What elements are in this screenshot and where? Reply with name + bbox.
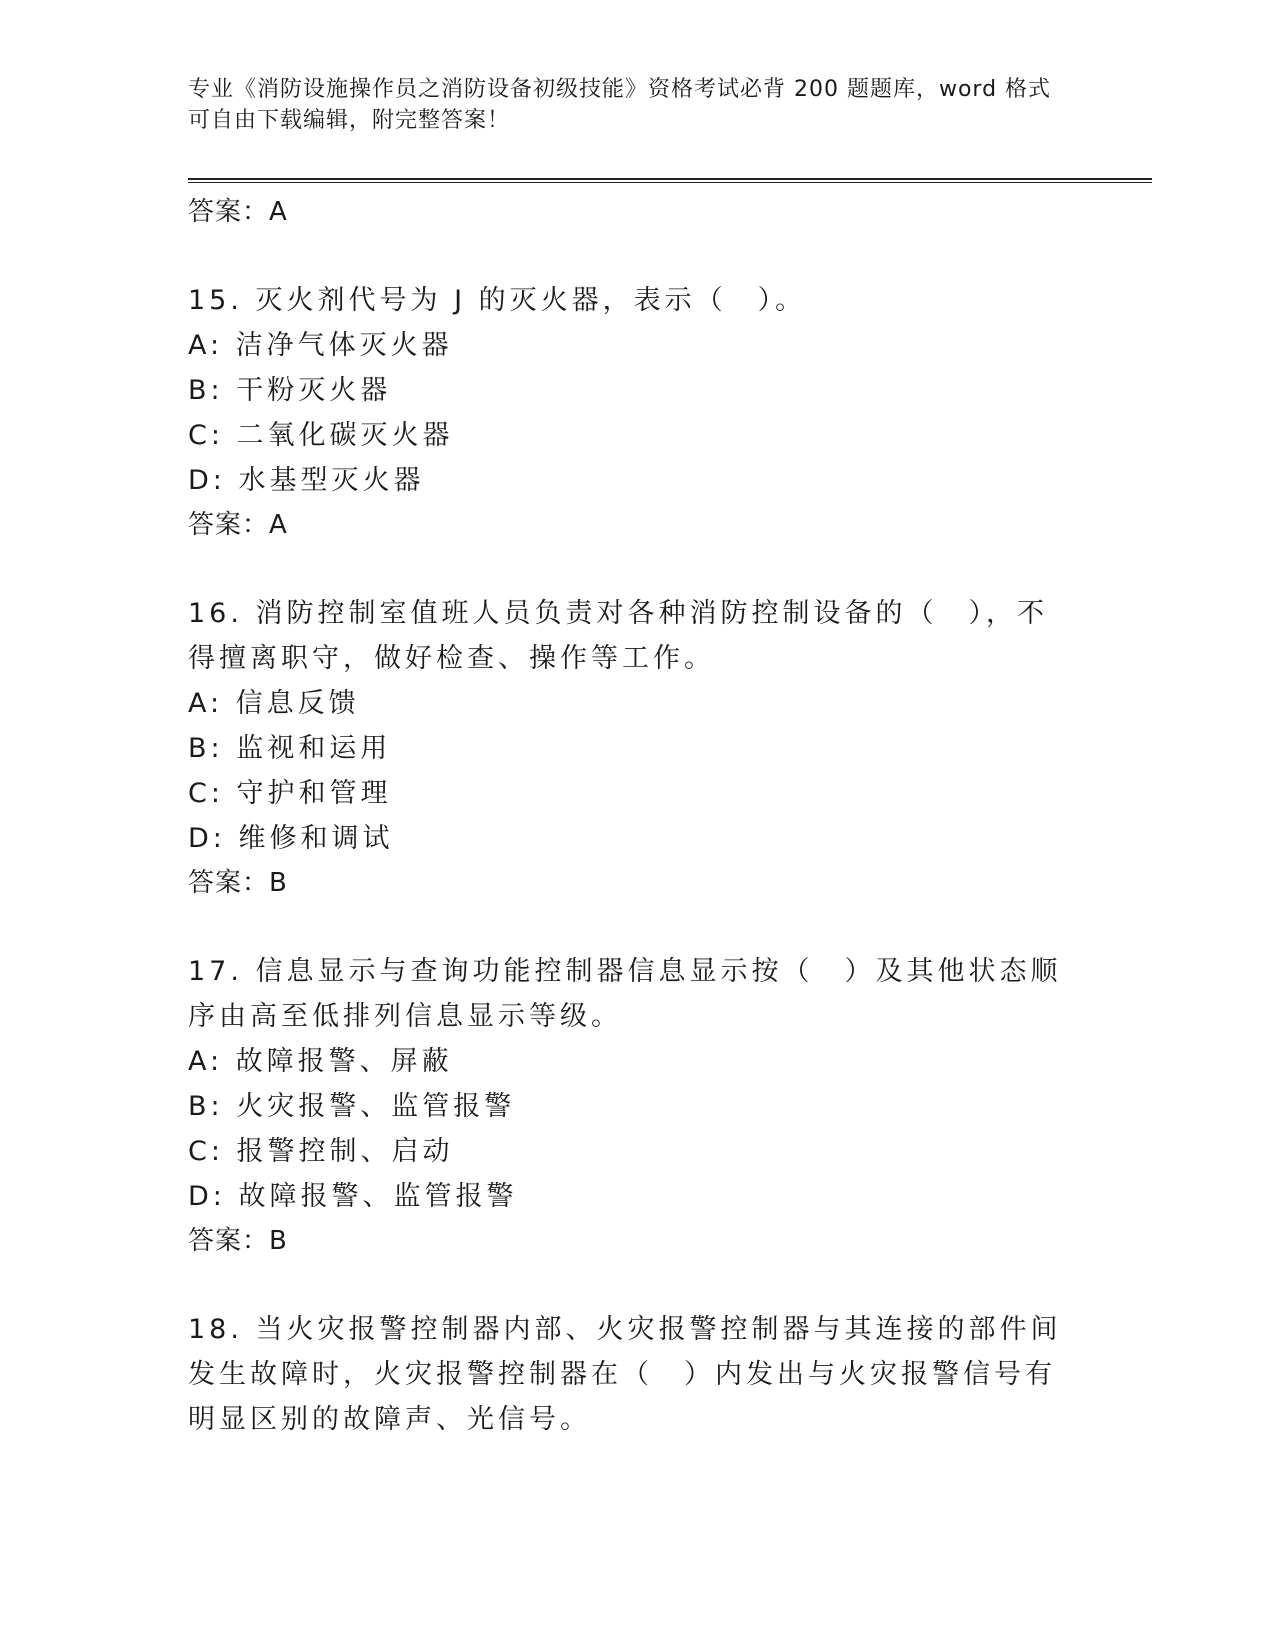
question-16-option-b: B: 监视和运用 <box>188 733 392 764</box>
question-17-answer: 答案：B <box>188 1226 288 1256</box>
question-17-stem: 17. 信息显示与查询功能控制器信息显示按（ ）及其他状态顺序由高至低排列信息显示等级。 <box>188 956 1062 1032</box>
question-16 <box>188 591 1068 905</box>
question-17-option-d: D: 故障报警、监管报警 <box>188 1181 518 1212</box>
document-header: 专业《消防设施操作员之消防设备初级技能》资格考试必背 200 题题库，word 格式可自由下载编辑，附完整答案！ <box>188 77 1052 133</box>
question-16-option-c: C: 守护和管理 <box>188 778 392 809</box>
question-16-option-d: D: 维修和调试 <box>188 823 394 854</box>
question-15-option-c: C: 二氧化碳灭火器 <box>188 420 454 451</box>
question-16-option-a: A: 信息反馈 <box>188 688 360 719</box>
question-18 <box>188 1307 1068 1442</box>
question-list <box>188 190 1068 1442</box>
question-15 <box>188 278 1068 547</box>
question-16-stem: 16. 消防控制室值班人员负责对各种消防控制设备的（ ），不得擅离职守，做好检查、操作等工作。 <box>188 598 1049 674</box>
question-18-stem: 18. 当火灾报警控制器内部、火灾报警控制器与其连接的部件间发生故障时，火灾报警控制器在（ ）内发出与火灾报警信号有明显区别的故障声、光信号。 <box>188 1314 1062 1435</box>
question-17-option-a: A: 故障报警、屏蔽 <box>188 1046 453 1077</box>
question-16-answer: 答案：B <box>188 868 288 898</box>
question-15-option-a: A: 洁净气体灭火器 <box>188 330 453 361</box>
question-15-stem: 15. 灭火剂代号为 J 的灭火器，表示（ ）。 <box>188 285 807 316</box>
question-15-option-b: B: 干粉灭火器 <box>188 375 392 406</box>
question-17 <box>188 949 1068 1263</box>
question-15-answer: 答案：A <box>188 510 288 540</box>
question-15-option-d: D: 水基型灭火器 <box>188 465 425 496</box>
question-17-option-b: B: 火灾报警、监管报警 <box>188 1091 516 1122</box>
previous-answer: 答案：A <box>188 197 288 227</box>
header-divider <box>188 178 1152 183</box>
question-17-option-c: C: 报警控制、启动 <box>188 1136 454 1167</box>
